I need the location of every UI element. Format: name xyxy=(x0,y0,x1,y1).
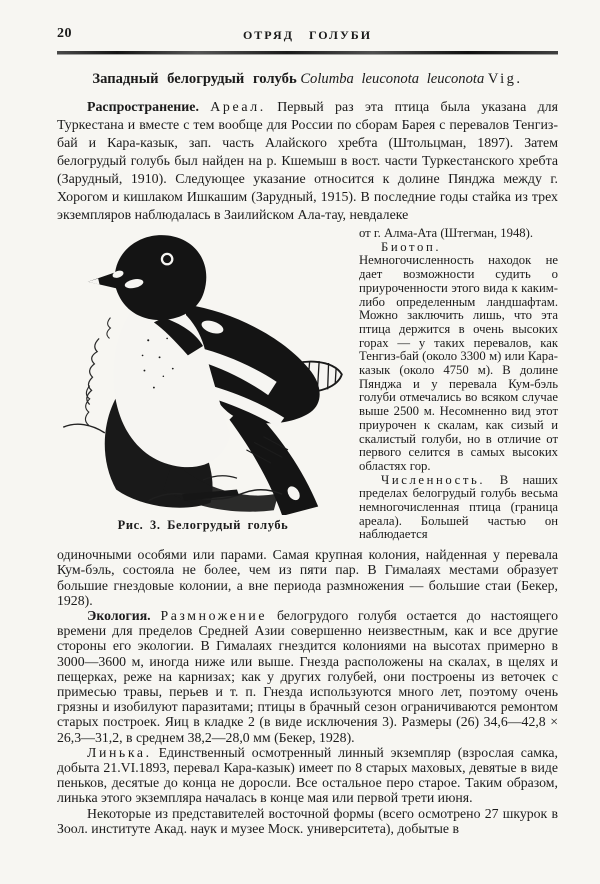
paragraph-distribution xyxy=(57,99,558,225)
molt-text: Единственный осмотренный линный экземпляр (взрослая самка, добыта 21.VI.1893, перевал Кара-казык) имеет по 8 старых маховых, девятые в виде пеньков, десятые до конца не доросли. Все остальное перо старое. Таким образом, линька этого экземпляра началась в конце мая или первой трети июня. xyxy=(57,744,559,806)
paragraph-distribution-continued: от г. Алма-Ата (Штегман, 1948). xyxy=(359,226,534,240)
abundance-label: Численность. xyxy=(381,472,486,487)
paragraph-abundance-continued: одиночными особями или парами. Самая крупная колония, найденная у перевала Кум-бэль, состояла не более, чем из пяти пар. В Гималаях местами образует большие гнездовые колонии, а вне периода размножения — большие стаи (Бекер, 1928). xyxy=(57,547,558,608)
running-header: ОТРЯД ГОЛУБИ xyxy=(242,28,373,42)
bottom-text-block xyxy=(57,547,558,836)
page-number: 20 xyxy=(57,26,72,41)
ecology-sublabel: Размножение xyxy=(160,607,268,623)
species-name-russian: Западный белогрудый голубь xyxy=(92,71,297,87)
distribution-label: Распространение. xyxy=(87,100,199,115)
ecology-label: Экология. xyxy=(87,607,151,623)
biotope-text: Немногочисленность находок не дает возможности судить о приуроченности этого вида к каким-либо определенным ландшафтам. Можно заключить лишь, что эта птица держится в очень высоких горах — у таких перевалов, как Тенгиз-бай (около 3300 м) или Кара-казык (около 4750 м). В долине Пянджа и у перевала Кум-бэль голуби отмечались во всяком случае выше 2500 м. Несомненно вид этот приурочен к скалам, как сизый и скалистый голуби, но в отличие от первого селится в самых высоких областях гор. xyxy=(359,253,558,473)
species-name-latin: Columba leuconota leuconota xyxy=(300,71,485,87)
biotope-label: Биотоп. xyxy=(381,239,442,254)
paragraph-molt xyxy=(57,745,558,806)
species-authority: Vig. xyxy=(487,71,523,87)
paragraph-ecology xyxy=(57,608,558,745)
figure-caption: Рис. 3. Белогрудый голубь xyxy=(117,518,289,532)
paragraph-closing: Некоторые из представителей восточной формы (всего осмотрено 27 шкурок в Зоол. институте Акад. наук и музее Моск. университета), добытые в xyxy=(57,805,558,836)
paragraph-abundance xyxy=(359,474,558,543)
ecology-text: белогрудого голубя остается до настоящего времени для пределов Средней Азии совершенно неизвестным, как и все другие стороны его экологии. В Гималаях гнездится колониями на высотах примерно в 3000—3600 м, иногда ниже или выше. Гнезда расположены на скалах, в щелях и пещерках, реже на карнизах; как у других голубей, они построены из веточек с примесью травы, перьев и т. п. Гнезда используются много лет, поэтому очень грязны и изобилуют паразитами; птицы в брачный сезон ограничиваются ремонтом старых построек. Яиц в кладке 2 (в виде исключения 3). Размеры (26) 34,6—42,8 × 26,3—31,2, в среднем 38,2—28,0 мм (Бекер, 1928). xyxy=(57,607,558,745)
molt-label: Линька. xyxy=(87,744,152,760)
header-rule xyxy=(57,51,558,54)
abundance-text-column: В наших пределах белогрудый голубь весьма немногочисленная птица (граница ареала). Большей частью он наблюдается xyxy=(359,472,558,542)
side-column xyxy=(359,227,558,542)
figure-row xyxy=(57,227,558,542)
pigeon-illustration xyxy=(57,227,349,515)
running-head xyxy=(57,26,558,46)
distribution-text: Первый раз эта птица была указана для Туркестана и вместе с тем вообще для России по сборам Барея с перевалов Тенгиз-бай и Кара-казык, зап. часть Алайского хребта (Штольцман, 1897). Затем белогрудый голубь был найден на р. Кшемыш в вост. части Туркестанского хребта (Зарудный, 1910). Следующее указание относится к долине Пянджа между г. Хорогом и кишлаком Ишкашим (Зарудный, 1915). В последние годы стайка из трех экземпляров наблюдалась в Заилийском Ала-тау, невдалеке xyxy=(57,100,558,223)
figure-pigeon xyxy=(57,227,349,533)
distribution-sublabel: Ареал. xyxy=(210,100,266,115)
species-title xyxy=(57,71,558,88)
paragraph-biotope xyxy=(359,241,558,474)
